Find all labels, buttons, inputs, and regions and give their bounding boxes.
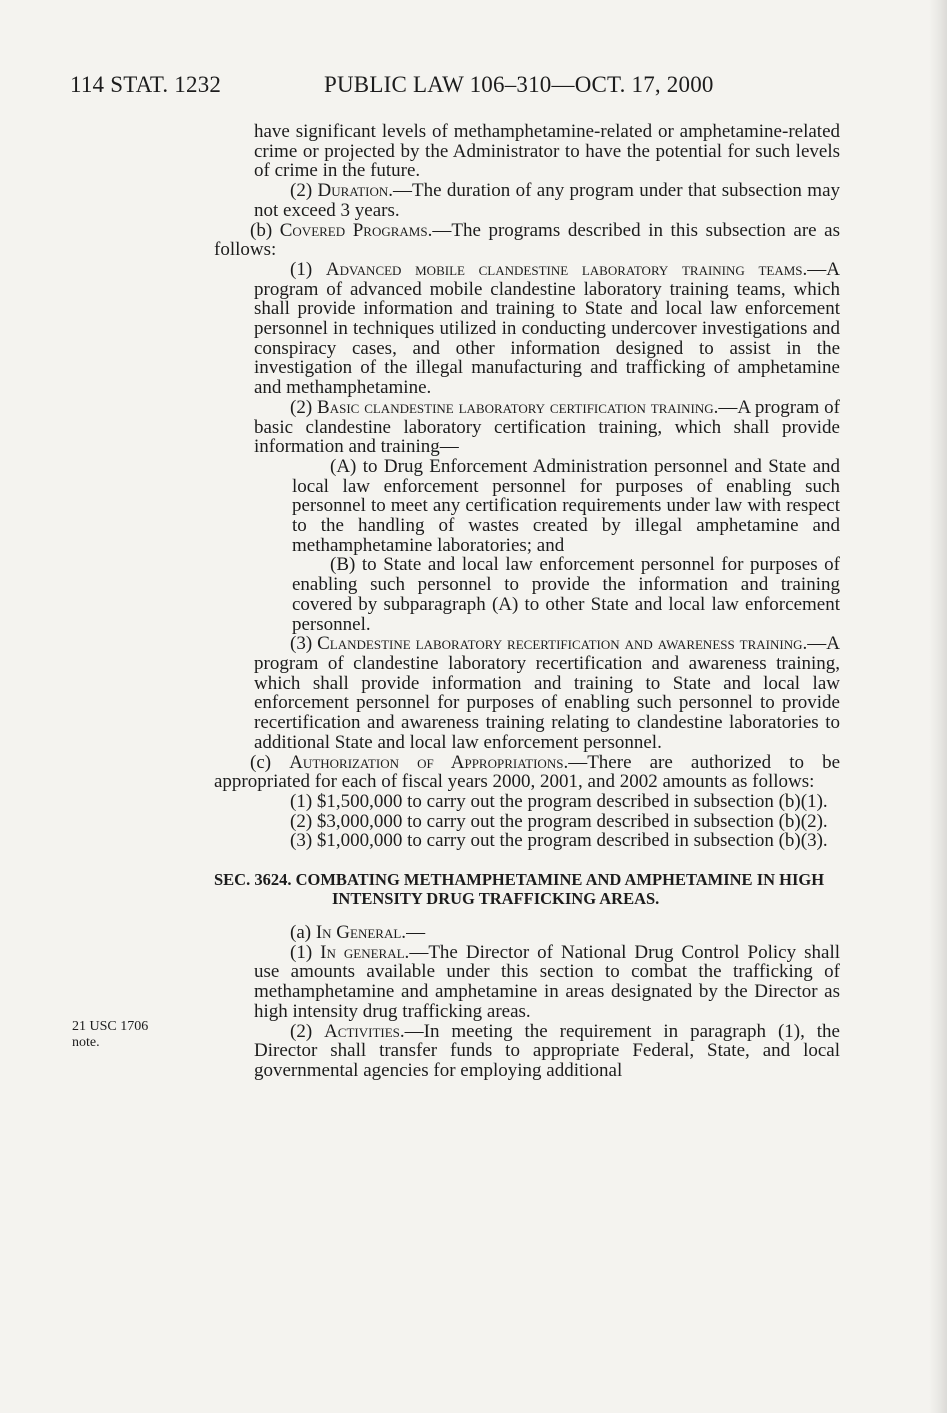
paragraph-text: have significant levels of methamphetamine-related or amphetamine-related crime or projected by the Administrator to have the potential for such levels of crime in the future. [254, 121, 840, 182]
paragraph-number: (2) [290, 1020, 325, 1042]
paragraph [214, 831, 840, 851]
section-heading [214, 870, 840, 908]
paragraph-text: —There are authorized to be appropriated for each of fiscal years 2000, 2001, and 2002 amounts as follows: [214, 751, 841, 793]
paragraph-text: (2) $3,000,000 to carry out the program described in subsection (b)(2). [290, 810, 828, 832]
paragraph-heading: Covered Programs. [279, 219, 433, 241]
paragraph-number: (2) [290, 396, 318, 418]
margin-note [72, 1019, 192, 1051]
paragraph [214, 943, 840, 1022]
margin-note-line-2: note. [72, 1035, 100, 1050]
paragraph [214, 1022, 840, 1081]
paragraph-heading: Advanced mobile clandestine laboratory training teams. [325, 258, 808, 280]
section-title: COMBATING METHAMPHETAMINE AND AMPHETAMINE IN HIGH INTENSITY DRUG TRAFFICKING AREAS. [295, 870, 825, 909]
paragraph-number: (2) [290, 180, 318, 202]
page-edge-shadow [929, 0, 947, 1413]
paragraph-heading: Authorization of Appropriations. [289, 751, 569, 773]
paragraph-text: —In meeting the requirement in paragraph (1), the Director shall transfer funds to appropriate Federal, State, and local governmental agencies for employing additional [254, 1020, 840, 1081]
paragraph-number: (a) [290, 922, 316, 944]
paragraph [214, 923, 840, 943]
paragraph-text: (3) $1,000,000 to carry out the program described in subsection (b)(3). [290, 830, 828, 852]
paragraph-number: (c) [250, 751, 290, 773]
running-header [70, 72, 890, 106]
paragraph-number: (3) [290, 633, 318, 655]
paragraph-text: (A) to Drug Enforcement Administration personnel and State and local law enforcement personnel for purposes of enabling such personnel to meet any certification requirements under law with respect to the handling of wastes created by illegal amphetamine and methamphetamine laboratories; and [292, 455, 840, 556]
paragraph-text: —A program of basic clandestine laboratory certification training, which shall provide information and training— [254, 396, 840, 458]
paragraph [214, 753, 840, 792]
page-citation: 114 STAT. 1232 [70, 72, 222, 97]
subparagraph [214, 555, 840, 634]
paragraph [214, 812, 840, 832]
paragraph-text: —A program of clandestine laboratory recertification and awareness training, which shall provide information and training to State and local law enforcement personnel for purposes of enabling such personnel to provide recertification and awareness training relating to clandestine laboratories to additional State and local law enforcement personnel. [254, 633, 840, 753]
paragraph-text: (1) $1,500,000 to carry out the program described in subsection (b)(1). [290, 790, 828, 812]
paragraph [214, 792, 840, 812]
section-number: SEC. 3624. [214, 870, 296, 890]
paragraph-text: —A program of advanced mobile clandestine laboratory training teams, which shall provide information and training to State and local law enforcement personnel in techniques utilized in conducting undercover investigations and conspiracy cases, and other information designed to assist in the investigation of the illegal manufacturing and trafficking of amphetamine and methamphetamine. [254, 258, 840, 399]
paragraph-number: (1) [290, 258, 326, 280]
public-law-title: PUBLIC LAW 106–310—OCT. 17, 2000 [324, 72, 714, 97]
paragraph-text: (B) to State and local law enforcement personnel for purposes of enabling such personnel to provide the information and training covered by subparagraph (A) to other State and local law enforcement personnel. [292, 554, 840, 635]
paragraph-text: — [406, 922, 426, 944]
paragraph [214, 634, 840, 752]
paragraph-heading: Duration. [317, 180, 394, 202]
paragraph [214, 398, 840, 457]
body-text [214, 122, 840, 1081]
paragraph-number: (b) [250, 219, 280, 241]
paragraph-heading: Basic clandestine laboratory certification training. [317, 396, 719, 418]
paragraph [214, 260, 840, 398]
subparagraph [214, 457, 840, 556]
paragraph [214, 122, 840, 181]
paragraph-text: —The Director of National Drug Control Policy shall use amounts available under this section to combat the trafficking of methamphetamine and amphetamine in areas designated by the Director as high intensity drug trafficking areas. [254, 941, 841, 1022]
paragraph-number: (1) [290, 941, 321, 963]
margin-note-line-1: 21 USC 1706 [72, 1019, 149, 1034]
paragraph-heading: In general. [320, 941, 410, 963]
paragraph [214, 181, 840, 220]
paragraph [214, 221, 840, 260]
paragraph-text: —The duration of any program under that subsection may not exceed 3 years. [254, 180, 840, 221]
paragraph-heading: In General. [315, 922, 407, 944]
paragraph-text: —The programs described in this subsection are as follows: [214, 219, 841, 261]
paragraph-heading: Clandestine laboratory recertification and awareness training. [317, 633, 808, 655]
paragraph-heading: Activities. [324, 1020, 405, 1042]
